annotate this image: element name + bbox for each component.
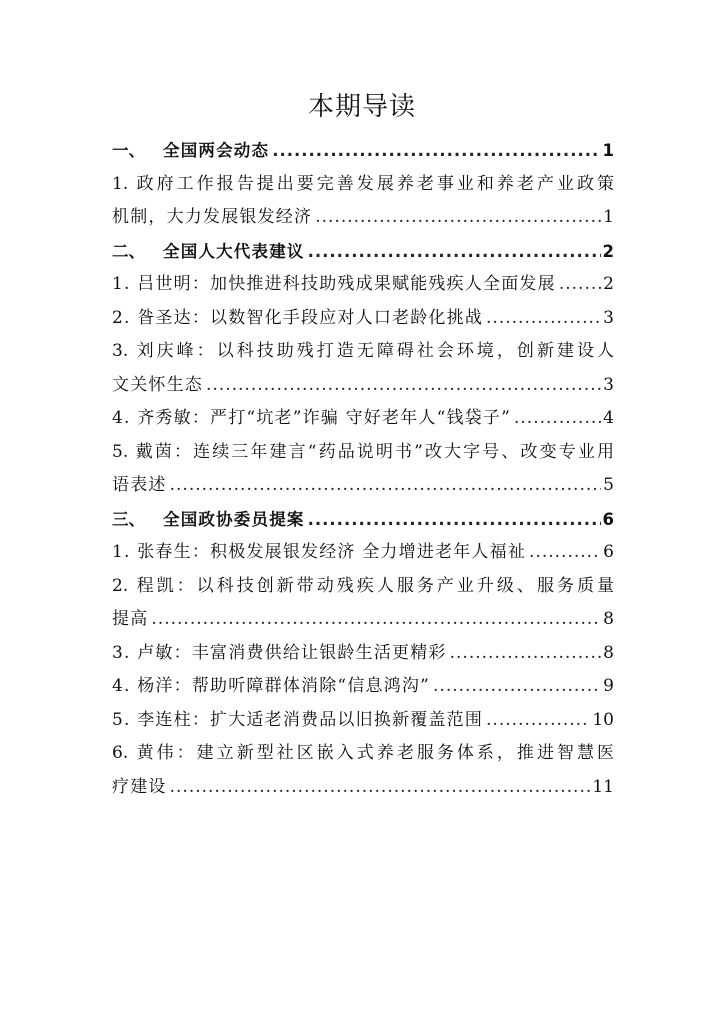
section-label: 全国两会动态 — [163, 141, 270, 160]
entry-text: 提高 — [112, 609, 149, 629]
toc-entry-line[interactable] — [112, 369, 614, 403]
section-number: 一、 — [112, 141, 145, 160]
toc-entry-line[interactable]: 3. 刘庆峰：以科技助残打造无障碍社会环境，创新建设人 — [112, 341, 614, 361]
dot-leader — [315, 201, 601, 235]
entry-text: 4. 杨洋：帮助听障群体消除“信息鸿沟” — [112, 676, 431, 696]
dot-leader — [308, 235, 601, 269]
toc-entry-line[interactable] — [112, 670, 614, 704]
toc-entry-line[interactable] — [112, 704, 614, 738]
toc-section-heading[interactable] — [112, 235, 614, 269]
toc-entry-line[interactable]: 1. 政府工作报告提出要完善发展养老事业和养老产业政策 — [112, 173, 614, 194]
dot-leader — [308, 503, 601, 537]
toc-entry-line[interactable] — [112, 771, 614, 805]
entry-text: 2. 昝圣达：以数智化手段应对人口老龄化挑战 — [112, 307, 484, 328]
page-number: 8 — [603, 642, 614, 663]
toc-entry-line[interactable] — [112, 268, 614, 302]
page-number: 9 — [603, 676, 614, 696]
toc-entry-line[interactable] — [112, 402, 614, 436]
toc-entry-line[interactable] — [112, 536, 614, 570]
dot-leader — [170, 469, 602, 503]
dot-leader — [559, 268, 601, 302]
toc-entry-line[interactable] — [112, 302, 614, 336]
page-number: 2 — [603, 274, 614, 294]
page-number: 11 — [592, 776, 614, 797]
page-number: 4 — [603, 408, 614, 428]
page-number: 6 — [603, 542, 614, 562]
dot-leader — [206, 369, 601, 403]
entry-text: 3. 卢敏：丰富消费供给让银龄生活更精彩 — [112, 642, 447, 663]
toc-entry-line[interactable]: 5. 戴茵：连续三年建言“药品说明书”改大字号、改变专业用 — [112, 441, 614, 462]
entry-text: 机制，大力发展银发经济 — [112, 207, 313, 227]
toc-entry-line[interactable] — [112, 603, 614, 637]
entry-text: 疗建设 — [112, 776, 167, 797]
dot-leader — [514, 402, 601, 436]
toc-section-heading[interactable] — [112, 134, 614, 168]
entry-text: 5. 李连柱：扩大适老消费品以旧换新覆盖范围 — [112, 709, 484, 730]
entry-text: 1. 吕世明：加快推进科技助残成果赋能残疾人全面发展 — [112, 274, 556, 294]
toc-entry-line[interactable] — [112, 201, 614, 235]
section-number: 二、 — [112, 241, 145, 261]
table-of-contents — [112, 134, 614, 804]
page-number: 2 — [602, 241, 614, 261]
entry-text: 语表述 — [112, 475, 167, 495]
section-label: 全国人大代表建议 — [163, 241, 305, 261]
entry-text: 1. 张春生：积极发展银发经济 全力增进老年人福祉 — [112, 542, 527, 562]
page-number: 5 — [603, 475, 614, 495]
dot-leader — [450, 637, 602, 671]
page-number: 3 — [603, 374, 614, 395]
entry-text: 4. 齐秀敏：严打“坑老”诈骗 守好老年人“钱袋子” — [112, 408, 511, 428]
toc-entry-line[interactable]: 6. 黄伟：建立新型社区嵌入式养老服务体系，推进智慧医 — [112, 743, 614, 763]
section-number: 三、 — [112, 509, 145, 529]
page-number: 8 — [603, 609, 614, 629]
dot-leader — [272, 134, 600, 168]
toc-section-heading[interactable] — [112, 503, 614, 537]
dot-leader — [529, 536, 601, 570]
toc-entry-line[interactable] — [112, 637, 614, 671]
entry-text: 文关怀生态 — [112, 374, 203, 395]
section-label: 全国政协委员提案 — [163, 509, 305, 529]
dot-leader — [170, 771, 591, 805]
page-number: 1 — [602, 141, 614, 160]
dot-leader — [433, 670, 601, 704]
page-number: 10 — [592, 709, 614, 730]
dot-leader — [486, 704, 590, 738]
page-number: 6 — [602, 509, 614, 529]
toc-entry-line[interactable] — [112, 469, 614, 503]
toc-entry-line[interactable]: 2. 程凯：以科技创新带动残疾人服务产业升级、服务质量 — [112, 575, 614, 596]
dot-leader — [151, 603, 601, 637]
dot-leader — [486, 302, 601, 336]
page-number: 3 — [603, 307, 614, 328]
page-title: 本期导读 — [307, 92, 416, 122]
page-number: 1 — [603, 207, 614, 227]
